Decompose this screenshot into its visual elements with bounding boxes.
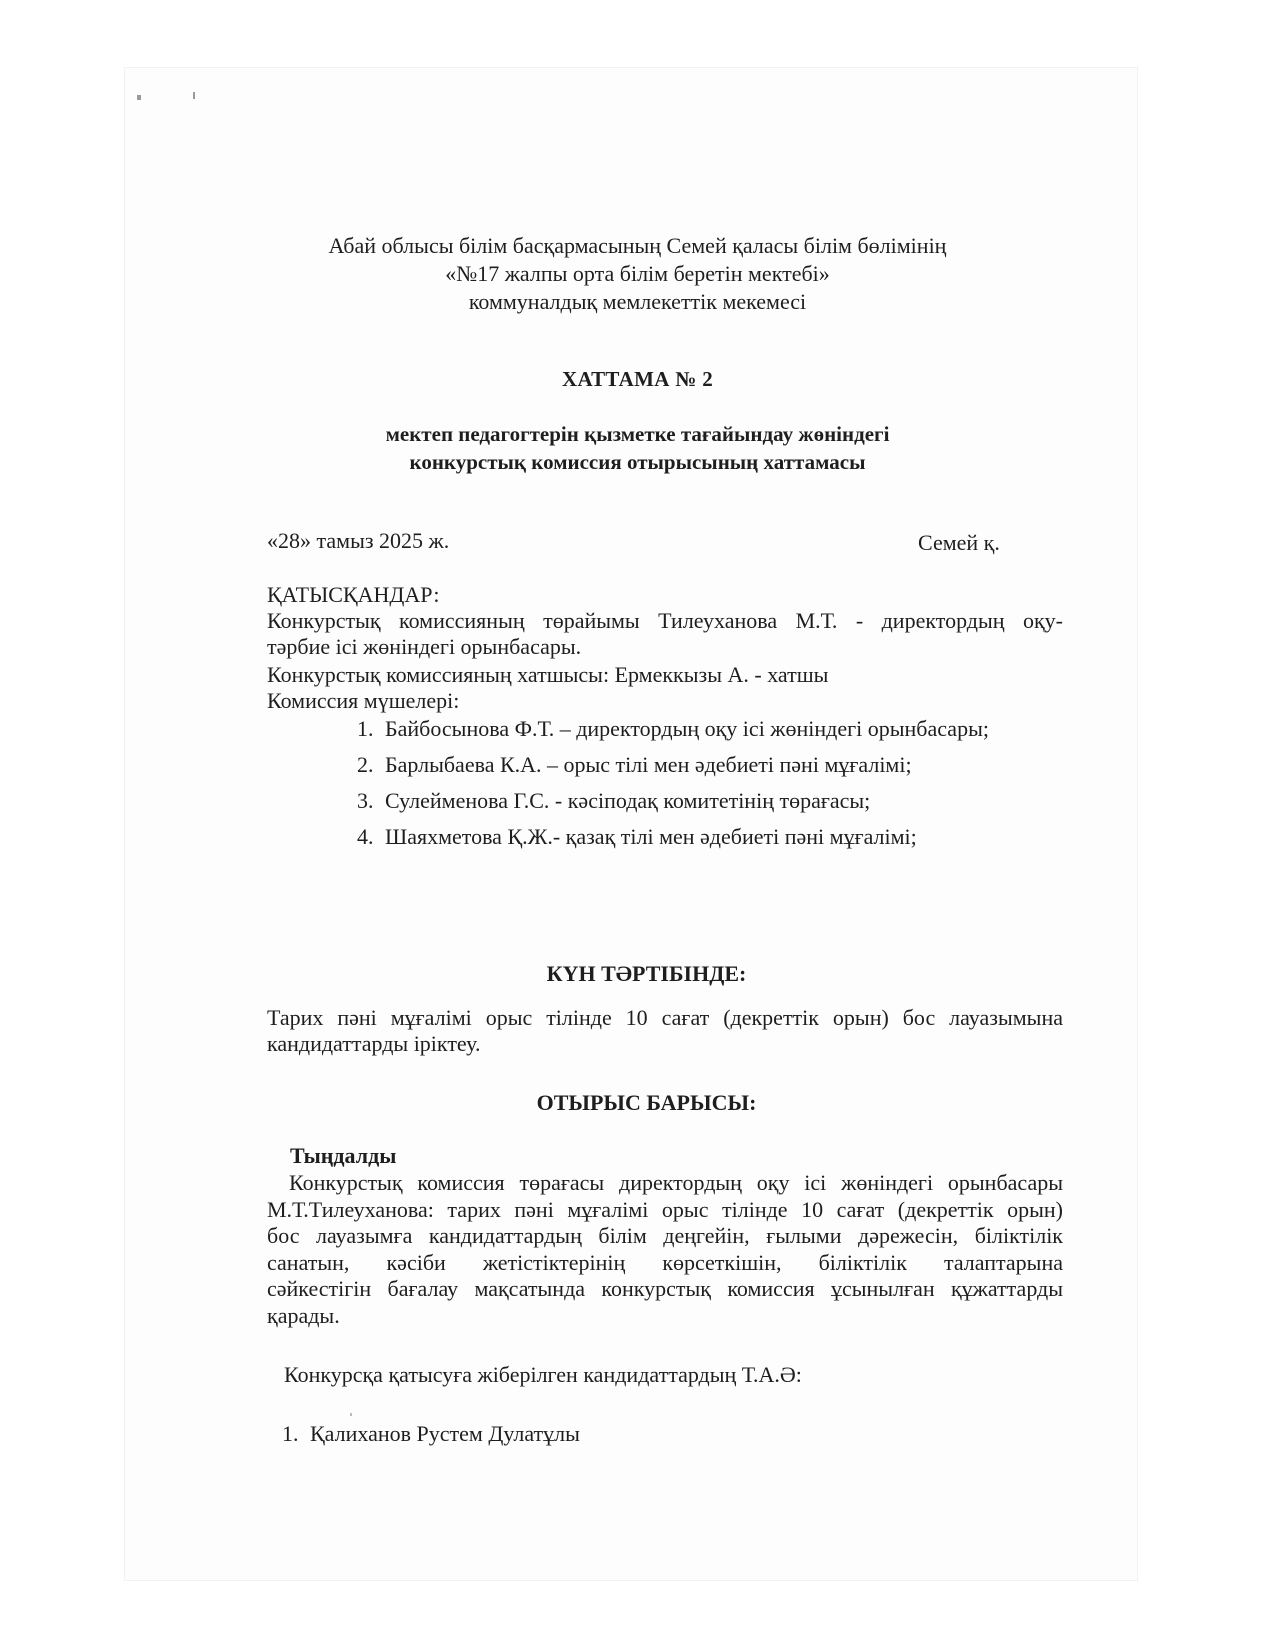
proceedings-line: бос лауазымға кандидаттардың білім деңгейін, ғылыми дәрежесін, біліктілік: [267, 1223, 1063, 1248]
listened-label: Тыңдалды: [290, 1143, 397, 1168]
agenda-line-2: кандидаттарды іріктеу.: [267, 1031, 481, 1056]
scan-artifact: [350, 1413, 352, 1416]
proceedings-line: сәйкестігін бағалау мақсатында конкурстық комиссия ұсынылған құжаттарды: [267, 1276, 1063, 1301]
candidates-intro: Конкурсқа қатысуға жіберілген кандидаттардың Т.А.Ә:: [284, 1362, 802, 1387]
member-item: 1. Байбосынова Ф.Т. – директордың оқу ісі жөніндегі орынбасары;: [357, 716, 989, 741]
proceedings-line: санатын, кәсіби жетістіктерінің көрсеткішін, біліктілік талаптарына: [267, 1249, 1063, 1275]
document-title: ХАТТАМА № 2: [561, 367, 713, 391]
document-date: «28» тамыз 2025 ж.: [267, 528, 450, 553]
proceedings-line: қарады.: [267, 1302, 340, 1328]
proceedings-line: Конкурстық комиссия төрағасы директордың оқу ісі жөніндегі орынбасары: [289, 1170, 1063, 1195]
chair-paragraph: [267, 608, 1063, 660]
agenda-paragraph: [267, 1005, 1063, 1057]
secretary-line: Конкурстық комиссияның хатшысы: Ермеккызы А. - хатшы: [267, 662, 829, 687]
document-place: Семей қ.: [918, 530, 1000, 555]
subtitle-line-1: мектеп педагогтерін қызметке тағайындау жөніндегі: [385, 422, 890, 446]
agenda-heading: КҮН ТӘРТІБІНДЕ:: [546, 961, 747, 986]
chair-line-2: тәрбие ісі жөніндегі орынбасары.: [267, 634, 582, 659]
member-item: 2. Барлыбаева К.А. – орыс тілі мен әдебиеті пәні мұғалімі;: [357, 752, 912, 777]
proceedings-heading: ОТЫРЫС БАРЫСЫ:: [536, 1090, 757, 1115]
member-item: 4. Шаяхметова Қ.Ж.- қазақ тілі мен әдебиеті пәні мұғалімі;: [357, 824, 917, 849]
agenda-line-1: Тарих пәні мұғалімі орыс тілінде 10 сағат (декреттік орын) бос лауазымына: [267, 1005, 1063, 1030]
org-header-line-1: Абай облысы білім басқармасының Семей қаласы білім бөлімінің: [328, 233, 947, 258]
members-label: Комиссия мүшелері:: [267, 688, 460, 713]
scan-artifact: [137, 95, 141, 100]
member-item: 3. Сулейменова Г.С. - кәсіподақ комитетінің төрағасы;: [357, 788, 871, 813]
participants-heading: ҚАТЫСҚАНДАР:: [267, 582, 440, 607]
proceedings-paragraph: [267, 1170, 1063, 1329]
subtitle-line-2: конкурстық комиссия отырысының хаттамасы: [409, 450, 866, 474]
org-header-line-2: «№17 жалпы орта білім беретін мектебі»: [445, 261, 830, 286]
candidates-list: [282, 1421, 580, 1457]
org-header-line-3: коммуналдық мемлекеттік мекемесі: [468, 289, 807, 314]
candidate-item: 1. Қалиханов Рустем Дулатұлы: [282, 1421, 580, 1446]
proceedings-line: М.Т.Тилеуханова: тарих пәні мұғалімі орыс тілінде 10 сағат (декреттік орын): [267, 1196, 1063, 1222]
chair-line-1: Конкурстық комиссияның төрайымы Тилеуханова М.Т. - директордың оқу-: [267, 608, 1063, 633]
members-list: [357, 716, 989, 860]
scan-artifact: [193, 92, 195, 99]
